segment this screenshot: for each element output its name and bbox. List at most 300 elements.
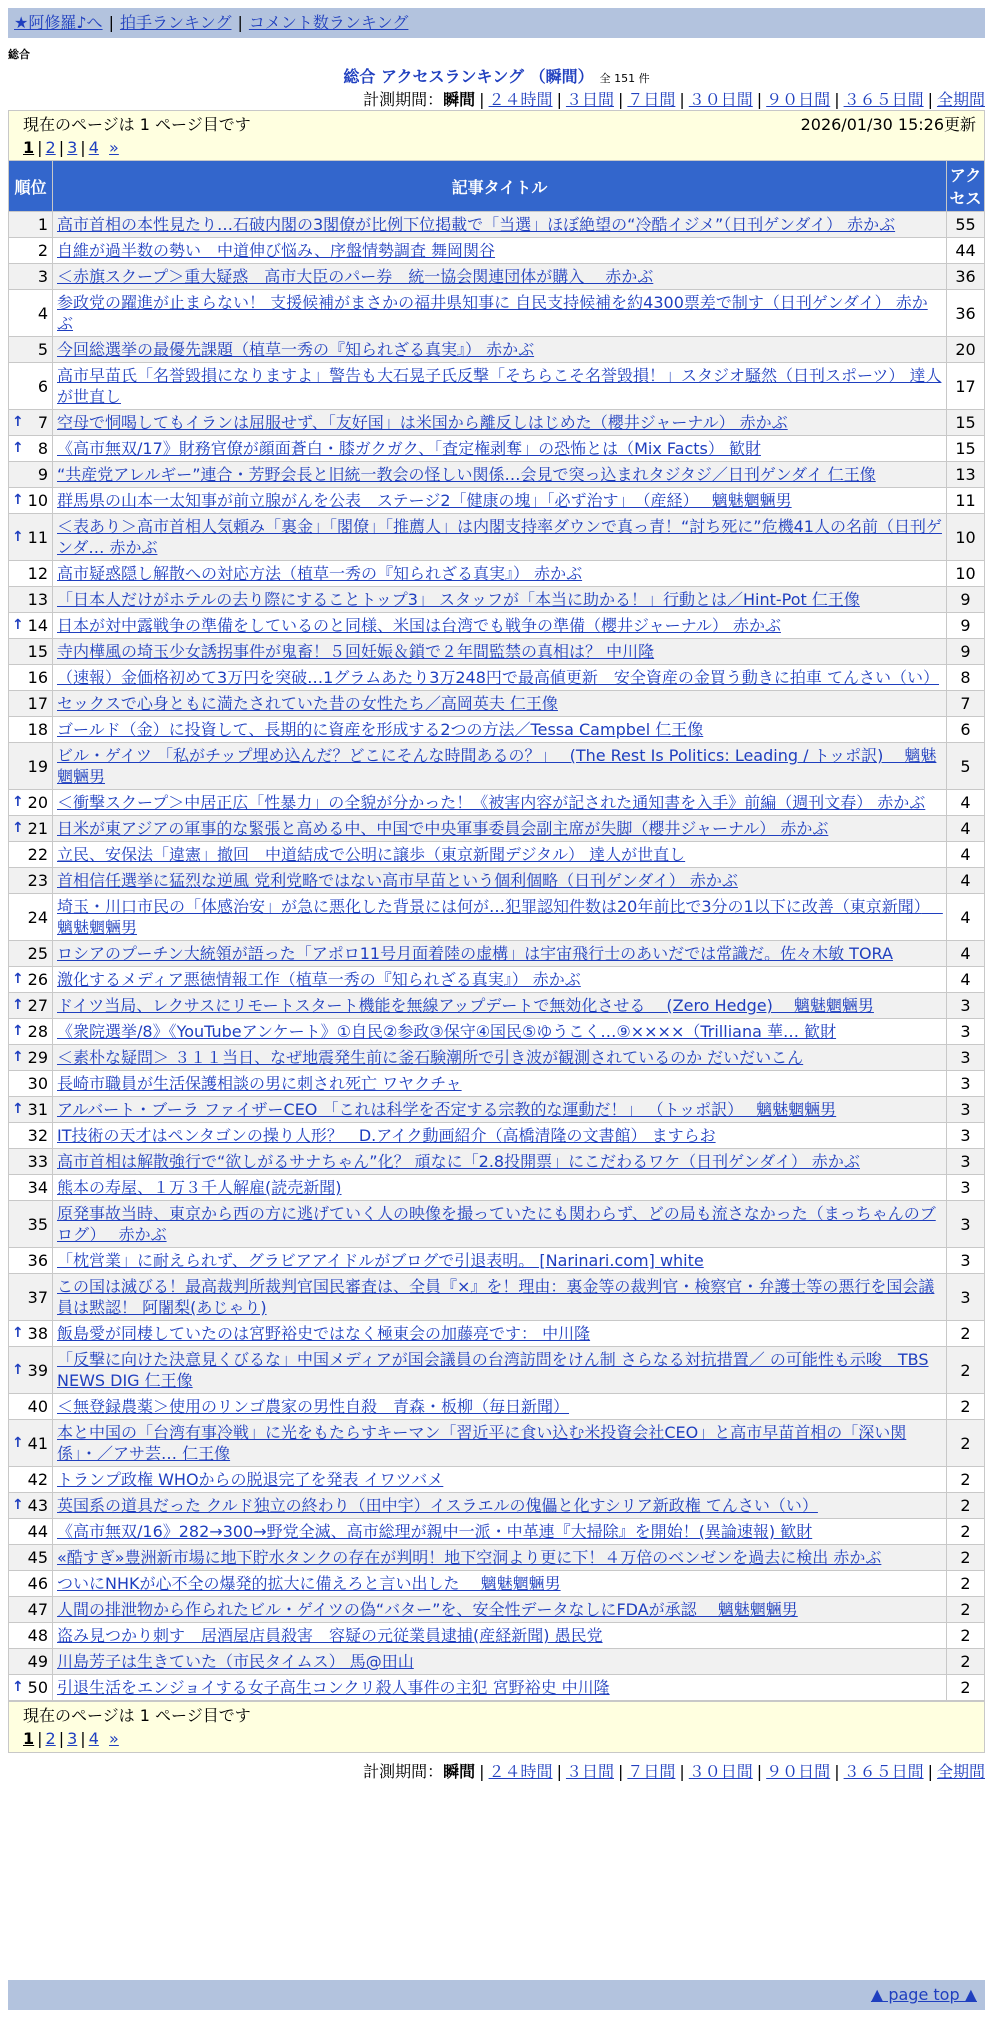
comment-ranking-link[interactable]: コメント数ランキング xyxy=(248,13,409,32)
rank-number: 27 xyxy=(27,996,48,1015)
rank-cell xyxy=(9,337,53,363)
title-cell xyxy=(53,290,947,337)
period-separator: | xyxy=(756,1762,763,1781)
article-link[interactable]: 「枕営業」に耐えられず、グラビアアイドルがブログで引退表明。 [Narinari.com] white xyxy=(57,1251,704,1270)
rank-number: 1 xyxy=(37,215,48,234)
rank-cell xyxy=(9,1675,53,1701)
article-link[interactable]: 川島芳子は生きていた（市民タイムス） 馬@田山 xyxy=(57,1652,414,1671)
header-rank: 順位 xyxy=(9,161,53,212)
rank-number: 39 xyxy=(27,1360,48,1380)
article-link[interactable]: 高市首相は解散強行で“欲しがるサナちゃん”化？ 頑なに「2.8投開票」にこだわるワケ（日刊ゲンダイ） 赤かぶ xyxy=(57,1152,860,1171)
rank-number: 4 xyxy=(37,303,48,323)
title-cell xyxy=(53,613,947,639)
article-link[interactable]: ドイツ当局、レクサスにリモートスタート機能を無線アップデートで無効化させる (Zero Hedge) 魑魅魍魎男 xyxy=(57,996,874,1015)
table-row xyxy=(9,993,985,1019)
rank-cell xyxy=(9,613,53,639)
title-cell xyxy=(53,212,947,238)
title-cell xyxy=(53,717,947,743)
rank-cell xyxy=(9,1274,53,1321)
table-row xyxy=(9,363,985,410)
home-link[interactable]: ★阿修羅♪へ xyxy=(14,13,103,32)
access-count: 2 xyxy=(947,1467,985,1493)
rank-number: 3 xyxy=(37,267,48,286)
rank-up-arrow-icon: ↑ xyxy=(12,794,24,810)
access-count: 3 xyxy=(947,993,985,1019)
rank-number: 35 xyxy=(27,1214,48,1234)
title-cell xyxy=(53,1493,947,1519)
bottom-bar xyxy=(8,1980,985,2010)
title-cell xyxy=(53,941,947,967)
title-cell xyxy=(53,410,947,436)
rank-cell xyxy=(9,1175,53,1201)
title-cell xyxy=(53,790,947,816)
rank-up-arrow-icon: ↑ xyxy=(12,414,24,430)
article-link[interactable]: ＜無登録農薬＞使用のリンゴ農家の男性自殺 青森・板柳（毎日新聞） xyxy=(57,1397,570,1416)
title-cell xyxy=(53,993,947,1019)
table-row xyxy=(9,1123,985,1149)
access-count: 4 xyxy=(947,842,985,868)
title-cell xyxy=(53,743,947,790)
title-cell xyxy=(53,1248,947,1274)
table-row xyxy=(9,743,985,790)
ranking-table xyxy=(8,160,985,1701)
rank-cell xyxy=(9,1123,53,1149)
period-24h[interactable]: ２４時間 xyxy=(488,90,553,109)
access-count: 4 xyxy=(947,790,985,816)
access-count: 9 xyxy=(947,639,985,665)
title-cell xyxy=(53,1071,947,1097)
period-separator: | xyxy=(556,1762,562,1781)
period-all[interactable]: 全期間 xyxy=(936,90,985,109)
rank-up-arrow-icon: ↑ xyxy=(12,1101,24,1117)
period-30d[interactable]: ３０日間 xyxy=(688,90,753,109)
table-row xyxy=(9,1649,985,1675)
article-link[interactable]: 立民、安保法「違憲」撤回 中道結成で公明に譲歩（東京新聞デジタル） 達人が世直し xyxy=(57,845,686,864)
article-link[interactable]: （速報）金価格初めて3万円を突破…1グラムあたり3万248円で最高値更新 安全資産の金買う動きに拍車 てんさい（い） xyxy=(57,668,940,687)
rank-number: 42 xyxy=(27,1470,48,1489)
article-link[interactable]: この国は滅びる！最高裁判所裁判官国民審査は、全員『×』を！理由：裏金等の裁判官・検察官・弁護士等の悪行を国会議員は黙認！ 阿闍梨(あじゃり) xyxy=(57,1277,935,1317)
period-separator: | xyxy=(679,90,685,109)
access-count: 2 xyxy=(947,1347,985,1394)
access-count: 2 xyxy=(947,1649,985,1675)
access-count: 4 xyxy=(947,967,985,993)
period-7d[interactable]: ７日間 xyxy=(627,1762,676,1781)
access-count: 3 xyxy=(947,1097,985,1123)
rank-number: 40 xyxy=(27,1397,48,1416)
title-cell xyxy=(53,1175,947,1201)
rank-number: 47 xyxy=(27,1600,48,1619)
period-separator: | xyxy=(834,1762,840,1781)
rank-cell xyxy=(9,1019,53,1045)
article-link[interactable]: 引退生活をエンジョイする女子高生コンクリ殺人事件の主犯 宮野裕史 中川隆 xyxy=(57,1678,610,1697)
period-7d[interactable]: ７日間 xyxy=(627,90,676,109)
period-separator: | xyxy=(927,1762,933,1781)
page-links xyxy=(23,136,970,159)
period-separator: | xyxy=(679,1762,685,1781)
next-page-link[interactable]: » xyxy=(109,1729,119,1748)
title-cell xyxy=(53,337,947,363)
access-count: 7 xyxy=(947,691,985,717)
access-count: 15 xyxy=(947,436,985,462)
period-separator: | xyxy=(556,90,562,109)
article-link[interactable]: ＜素朴な疑問＞ ３１１当日、なぜ地震発生前に釜石験潮所で引き波が観測されているのか だいだいこん xyxy=(57,1048,804,1067)
table-row xyxy=(9,1420,985,1467)
article-link[interactable]: 原発事故当時、東京から西の方に逃げていく人の映像を撮っていたにも関わらず、どの局も流さなかった（まっちゃんのブログ） 赤かぶ xyxy=(57,1204,936,1244)
applause-ranking-link[interactable]: 拍手ランキング xyxy=(119,13,232,32)
top-nav-bar xyxy=(8,8,985,38)
period-label: 計測期間： xyxy=(363,1762,444,1781)
title-cell xyxy=(53,639,947,665)
title-cell xyxy=(53,1045,947,1071)
rank-number: 21 xyxy=(27,819,48,838)
title-cell xyxy=(53,1519,947,1545)
rank-number: 50 xyxy=(27,1678,48,1697)
title-cell xyxy=(53,587,947,613)
period-current: 瞬間 xyxy=(443,90,476,109)
article-link[interactable]: 埼玉・川口市民の「体感治安」が急に悪化した背景には何が…犯罪認知件数は20年前比で3分の1以下に改善（東京新聞） 魑魅魍魎男 xyxy=(57,897,943,937)
pager-separator: | xyxy=(37,1729,43,1748)
table-row xyxy=(9,967,985,993)
rank-cell xyxy=(9,691,53,717)
table-row xyxy=(9,436,985,462)
article-link[interactable]: 今回総選挙の最優先課題（植草一秀の『知られざる真実』） 赤かぶ xyxy=(57,340,535,359)
rank-number: 14 xyxy=(27,616,48,635)
title-cell xyxy=(53,868,947,894)
article-link[interactable]: 首相信任選挙に猛烈な逆風 党利党略ではない高市早苗という個利個略（日刊ゲンダイ） 赤かぶ xyxy=(57,871,738,890)
access-count: 3 xyxy=(947,1019,985,1045)
pager-bottom xyxy=(8,1701,985,1753)
article-link[interactable]: ゴールド（金）に投資して、長期的に資産を形成する2つの方法／Tessa Campbel 仁王像 xyxy=(57,720,704,739)
rank-cell xyxy=(9,1097,53,1123)
rank-cell xyxy=(9,1394,53,1420)
table-row xyxy=(9,337,985,363)
title-cell xyxy=(53,1597,947,1623)
rank-up-arrow-icon: ↑ xyxy=(12,617,24,633)
rank-cell xyxy=(9,410,53,436)
rank-cell xyxy=(9,1201,53,1248)
rank-number: 24 xyxy=(27,907,48,927)
article-link[interactable]: 群馬県の山本一太知事が前立腺がんを公表 ステージ2「健康の塊」「必ず治す」 （産経） 魑魅魍魎男 xyxy=(57,491,792,510)
article-link[interactable]: ＜表あり＞高市首相人気頼み「裏金」「閣僚」「推薦人」は内閣支持率ダウンで真っ青！“討ち死に”危機41人の名前（日刊ゲンダ… 赤かぶ xyxy=(57,517,942,557)
title-cell xyxy=(53,1623,947,1649)
page-top-link[interactable]: ▲ page top ▲ xyxy=(870,1985,977,2004)
article-link[interactable]: 参政党の躍進が止まらない！ 支援候補がまさかの福井県知事に 自民支持候補を約4300票差で制す（日刊ゲンダイ） 赤かぶ xyxy=(57,293,928,333)
article-link[interactable]: アルバート・ブーラ ファイザーCEO 「これは科学を否定する宗教的な運動だ！」 （トッポ訳） 魑魅魍魎男 xyxy=(57,1100,837,1119)
access-count: 2 xyxy=(947,1321,985,1347)
rank-cell xyxy=(9,1420,53,1467)
rank-cell xyxy=(9,1649,53,1675)
rank-cell xyxy=(9,1623,53,1649)
article-link[interactable]: トランプ政権 WHOからの脱退完了を発表 イワツバメ xyxy=(57,1470,444,1489)
rank-number: 6 xyxy=(37,376,48,396)
table-row xyxy=(9,691,985,717)
article-link[interactable]: 《高市無双/16》282→300→野党全滅、高市総理が親中一派・中革連『大掃除』を開始！(異論速報) 歓財 xyxy=(57,1522,813,1541)
table-row xyxy=(9,790,985,816)
article-link[interactable]: IT技術の天才はペンタゴンの操り人形？ D.アイク動画紹介（高橋清隆の文書館） ますらお xyxy=(57,1126,716,1145)
rank-number: 16 xyxy=(27,668,48,687)
rank-cell xyxy=(9,1071,53,1097)
next-page-link[interactable]: » xyxy=(109,138,119,157)
table-row xyxy=(9,1321,985,1347)
rank-cell xyxy=(9,587,53,613)
current-page-text: 現在のページは 1 ページ目です xyxy=(23,1706,251,1725)
current-page-text: 現在のページは 1 ページ目です xyxy=(23,115,251,134)
rank-up-arrow-icon: ↑ xyxy=(12,1049,24,1065)
title-cell xyxy=(53,238,947,264)
rank-cell xyxy=(9,1347,53,1394)
table-row xyxy=(9,561,985,587)
rank-number: 48 xyxy=(27,1626,48,1645)
article-link[interactable]: 激化するメディア悪徳情報工作（植草一秀の『知られざる真実』） 赤かぶ xyxy=(57,970,581,989)
table-row xyxy=(9,665,985,691)
article-link[interactable]: ついにNHKが心不全の爆発的拡大に備えろと言い出した 魑魅魍魎男 xyxy=(57,1574,561,1593)
title-cell xyxy=(53,691,947,717)
nav-separator: | xyxy=(108,13,114,32)
rank-cell xyxy=(9,462,53,488)
rank-number: 32 xyxy=(27,1126,48,1145)
article-link[interactable]: 高市首相の本性見たり…石破内閣の3閣僚が比例下位掲載で「当選」ほぼ絶望の“冷酷イジメ”（日刊ゲンダイ） 赤かぶ xyxy=(57,215,896,234)
access-count: 20 xyxy=(947,337,985,363)
page-link-2[interactable]: 2 xyxy=(45,1729,56,1748)
rank-up-arrow-icon: ↑ xyxy=(12,820,24,836)
rank-cell xyxy=(9,1519,53,1545)
article-link[interactable]: ＜衝撃スクープ＞中居正広「性暴力」の全貌が分かった！《被害内容が記された通知書を入手》前編（週刊文春） 赤かぶ xyxy=(57,793,926,812)
table-row xyxy=(9,1571,985,1597)
article-link[interactable]: 日本が対中露戦争の準備をしているのと同様、米国は台湾でも戦争の準備（櫻井ジャーナル） 赤かぶ xyxy=(57,616,781,635)
rank-number: 31 xyxy=(27,1100,48,1119)
rank-cell xyxy=(9,1597,53,1623)
period-30d[interactable]: ３０日間 xyxy=(688,1762,753,1781)
title-cell xyxy=(53,1467,947,1493)
article-link[interactable]: 「日本人だけがホテルの去り際にすることトップ3」 スタッフが「本当に助かる！」行動とは／Hint-Pot 仁王像 xyxy=(57,590,860,609)
rank-up-arrow-icon: ↑ xyxy=(12,997,24,1013)
rank-number: 33 xyxy=(27,1152,48,1171)
article-link[interactable]: “共産党アレルギー”連合・芳野会長と旧統一教会の怪しい関係…会見で突っ込まれタジタジ／日刊ゲンダイ 仁王像 xyxy=(57,465,876,484)
access-count: 3 xyxy=(947,1045,985,1071)
pager-top xyxy=(8,110,985,162)
rank-cell xyxy=(9,238,53,264)
table-row xyxy=(9,1201,985,1248)
page-link-4[interactable]: 4 xyxy=(88,1729,99,1748)
access-count: 3 xyxy=(947,1123,985,1149)
article-link[interactable]: 《衆院選挙/8》《YouTubeアンケート》①自民②参政③保守④国民⑤ゆうこく…⑨××××（Trilliana 華… 歓財 xyxy=(57,1022,837,1041)
article-link[interactable]: 本と中国の「台湾有事冷戦」に光をもたらすキーマン「習近平に食い込む米投資会社CEO」と高市早苗首相の「深い関係」・／アサ芸… 仁王像 xyxy=(57,1423,907,1463)
table-row xyxy=(9,1097,985,1123)
period-90d[interactable]: ９０日間 xyxy=(766,1762,831,1781)
access-count: 6 xyxy=(947,717,985,743)
article-link[interactable]: ＜赤旗スクープ＞重大疑惑 高市大臣のパー券 統一協会関連団体が購入 赤かぶ xyxy=(57,267,654,286)
title-cell xyxy=(53,1321,947,1347)
period-3d[interactable]: ３日間 xyxy=(565,90,614,109)
table-row xyxy=(9,264,985,290)
page-link-2[interactable]: 2 xyxy=(45,138,56,157)
access-count: 2 xyxy=(947,1597,985,1623)
article-link[interactable]: 盗み見つかり刺す 居酒屋店員殺害 容疑の元従業員逮捕(産経新聞) 愚民党 xyxy=(57,1626,603,1645)
table-row xyxy=(9,894,985,941)
access-count: 44 xyxy=(947,238,985,264)
access-count: 8 xyxy=(947,665,985,691)
table-row xyxy=(9,1274,985,1321)
updated-timestamp: 2026/01/30 15:26更新 xyxy=(800,115,976,134)
rank-cell xyxy=(9,514,53,561)
article-link[interactable]: ビル・ゲイツ 「私がチップ埋め込んだ？どこにそんな時間あるの？」 (The Rest Is Politics: Leading / トッポ訳) 魑魅魍魎男 xyxy=(57,746,937,786)
access-count: 2 xyxy=(947,1571,985,1597)
rank-number: 28 xyxy=(27,1022,48,1041)
rank-up-arrow-icon: ↑ xyxy=(12,1325,24,1341)
period-separator: | xyxy=(756,90,763,109)
page-current: 1 xyxy=(23,138,35,157)
title-cell xyxy=(53,894,947,941)
access-count: 9 xyxy=(947,613,985,639)
table-row xyxy=(9,941,985,967)
title-cell xyxy=(53,665,947,691)
period-separator: | xyxy=(479,1762,485,1781)
title-cell xyxy=(53,1545,947,1571)
table-row xyxy=(9,1467,985,1493)
period-3d[interactable]: ３日間 xyxy=(565,1762,614,1781)
table-row xyxy=(9,1675,985,1701)
article-link[interactable]: ロシアのプーチン大統領が語った「アポロ11号月面着陸の虚構」は宇宙飛行士のあいだでは常識だ。佐々木敏 TORA xyxy=(57,944,893,963)
rank-number: 41 xyxy=(27,1433,48,1453)
title-cell xyxy=(53,488,947,514)
rank-number: 10 xyxy=(27,491,48,510)
rank-number: 43 xyxy=(27,1496,48,1515)
table-row xyxy=(9,1071,985,1097)
title-cell xyxy=(53,1201,947,1248)
title-cell xyxy=(53,436,947,462)
rank-number: 26 xyxy=(27,970,48,989)
period-365d[interactable]: ３６５日間 xyxy=(843,90,924,109)
page-link-4[interactable]: 4 xyxy=(88,138,99,157)
rank-cell xyxy=(9,264,53,290)
page-link-3[interactable]: 3 xyxy=(67,138,78,157)
rank-cell xyxy=(9,790,53,816)
table-row xyxy=(9,1045,985,1071)
table-row xyxy=(9,1248,985,1274)
title-cell xyxy=(53,1394,947,1420)
access-count: 9 xyxy=(947,587,985,613)
article-link[interactable]: 人間の排泄物から作られたビル・ゲイツの偽“バター”を、安全性データなしにFDAが承認 魑魅魍魎男 xyxy=(57,1600,798,1619)
title-cell xyxy=(53,967,947,993)
title-cell xyxy=(53,1149,947,1175)
article-link[interactable]: 自維が過半数の勢い 中道伸び悩み、序盤情勢調査 舞岡関谷 xyxy=(57,241,496,260)
total-count: 全 151 件 xyxy=(599,72,650,85)
page-link-3[interactable]: 3 xyxy=(67,1729,78,1748)
rank-up-arrow-icon: ↑ xyxy=(12,1361,24,1378)
rank-up-arrow-icon: ↑ xyxy=(12,440,24,456)
page-current: 1 xyxy=(23,1729,35,1748)
access-count: 2 xyxy=(947,1420,985,1467)
period-all[interactable]: 全期間 xyxy=(936,1762,985,1781)
table-row xyxy=(9,290,985,337)
rank-up-arrow-icon: ↑ xyxy=(12,1497,24,1513)
rank-number: 5 xyxy=(37,340,48,359)
access-count: 15 xyxy=(947,410,985,436)
article-link[interactable]: 空母で恫喝してもイランは屈服せず、「友好国」は米国から離反しはじめた（櫻井ジャーナル） 赤かぶ xyxy=(57,413,788,432)
article-link[interactable]: 日米が東アジアの軍事的な緊張と高める中、中国で中央軍事委員会副主席が失脚（櫻井ジャーナル） 赤かぶ xyxy=(57,819,829,838)
table-row xyxy=(9,1597,985,1623)
access-count: 36 xyxy=(947,264,985,290)
access-count: 11 xyxy=(947,488,985,514)
article-link[interactable]: 飯島愛が同棲していたのは宮野裕史ではなく極東会の加藤亮です： 中川隆 xyxy=(57,1324,591,1343)
rank-cell xyxy=(9,665,53,691)
article-link[interactable]: 高市疑惑隠し解散への対応方法（植草一秀の『知られざる真実』） 赤かぶ xyxy=(57,564,583,583)
table-row xyxy=(9,842,985,868)
article-link[interactable]: 高市早苗氏「名誉毀損になりますよ」警告も大石晃子氏反撃「そちらこそ名誉毀損！」スタジオ騒然（日刊スポーツ） 達人が世直し xyxy=(57,366,942,406)
period-label: 計測期間： xyxy=(363,90,444,109)
table-row xyxy=(9,1149,985,1175)
title-cell xyxy=(53,264,947,290)
article-link[interactable]: 寺内樺風の埼玉少女誘拐事件が鬼畜！５回妊娠＆鎖で２年間監禁の真相は？ 中川隆 xyxy=(57,642,655,661)
rank-cell xyxy=(9,561,53,587)
table-row xyxy=(9,462,985,488)
article-link[interactable]: セックスで心身ともに満たされていた昔の女性たち／高岡英夫 仁王像 xyxy=(57,694,558,713)
article-link[interactable]: 熊本の寿屋、１万３千人解雇(読売新聞) xyxy=(57,1178,342,1197)
article-link[interactable]: 「反撃に向けた決意見くびるな」中国メディアが国会議員の台湾訪問をけん制 さらなる対抗措置／ の可能性も示唆 TBS NEWS DIG 仁王像 xyxy=(57,1350,929,1390)
table-row xyxy=(9,238,985,264)
rank-number: 22 xyxy=(27,845,48,864)
period-selector-bottom xyxy=(363,1759,985,1782)
pager-separator: | xyxy=(58,1729,65,1748)
article-link[interactable]: 長崎市職員が生活保護相談の男に刺され死亡 ワヤクチャ xyxy=(57,1074,462,1093)
period-365d[interactable]: ３６５日間 xyxy=(843,1762,924,1781)
rank-number: 11 xyxy=(27,527,48,547)
access-count: 2 xyxy=(947,1623,985,1649)
title-cell xyxy=(53,1274,947,1321)
rank-cell xyxy=(9,1467,53,1493)
period-separator: | xyxy=(927,90,933,109)
access-count: 17 xyxy=(947,363,985,410)
access-count: 13 xyxy=(947,462,985,488)
access-count: 2 xyxy=(947,1394,985,1420)
article-link[interactable]: «酷すぎ»豊洲新市場に地下貯水タンクの存在が判明！地下空洞より更に下！４万倍のベンゼンを過去に検出 赤かぶ xyxy=(57,1548,882,1567)
access-count: 10 xyxy=(947,514,985,561)
access-count: 2 xyxy=(947,1493,985,1519)
rank-number: 44 xyxy=(27,1522,48,1541)
rank-cell xyxy=(9,1493,53,1519)
rank-cell xyxy=(9,1545,53,1571)
access-count: 4 xyxy=(947,816,985,842)
period-90d[interactable]: ９０日間 xyxy=(766,90,831,109)
table-header-row xyxy=(9,161,985,212)
rank-cell xyxy=(9,894,53,941)
rank-cell xyxy=(9,868,53,894)
rank-number: 13 xyxy=(27,590,48,609)
rank-cell xyxy=(9,363,53,410)
rank-number: 18 xyxy=(27,720,48,739)
rank-up-arrow-icon: ↑ xyxy=(12,528,24,545)
rank-number: 19 xyxy=(27,756,48,776)
rank-cell xyxy=(9,842,53,868)
ranking-title-text: 総合 アクセスランキング （瞬間） xyxy=(343,67,594,86)
title-cell xyxy=(53,462,947,488)
rank-cell xyxy=(9,1248,53,1274)
access-count: 3 xyxy=(947,1175,985,1201)
article-link[interactable]: 英国系の道具だった クルド独立の終わり（田中宇）イスラエルの傀儡と化すシリア新政権 てんさい（い） xyxy=(57,1496,818,1515)
rank-number: 34 xyxy=(27,1178,48,1197)
access-count: 3 xyxy=(947,1274,985,1321)
rank-number: 17 xyxy=(27,694,48,713)
access-count: 2 xyxy=(947,1519,985,1545)
period-24h[interactable]: ２４時間 xyxy=(488,1762,553,1781)
access-count: 2 xyxy=(947,1675,985,1701)
rank-cell xyxy=(9,816,53,842)
access-count: 3 xyxy=(947,1201,985,1248)
rank-number: 30 xyxy=(27,1074,48,1093)
access-count: 4 xyxy=(947,894,985,941)
pager-separator: | xyxy=(80,1729,86,1748)
article-link[interactable]: 《高市無双/17》財務官僚が顔面蒼白・膝ガクガク、「査定権剥奪」の恐怖とは（Mix Facts） 歓財 xyxy=(57,439,761,458)
